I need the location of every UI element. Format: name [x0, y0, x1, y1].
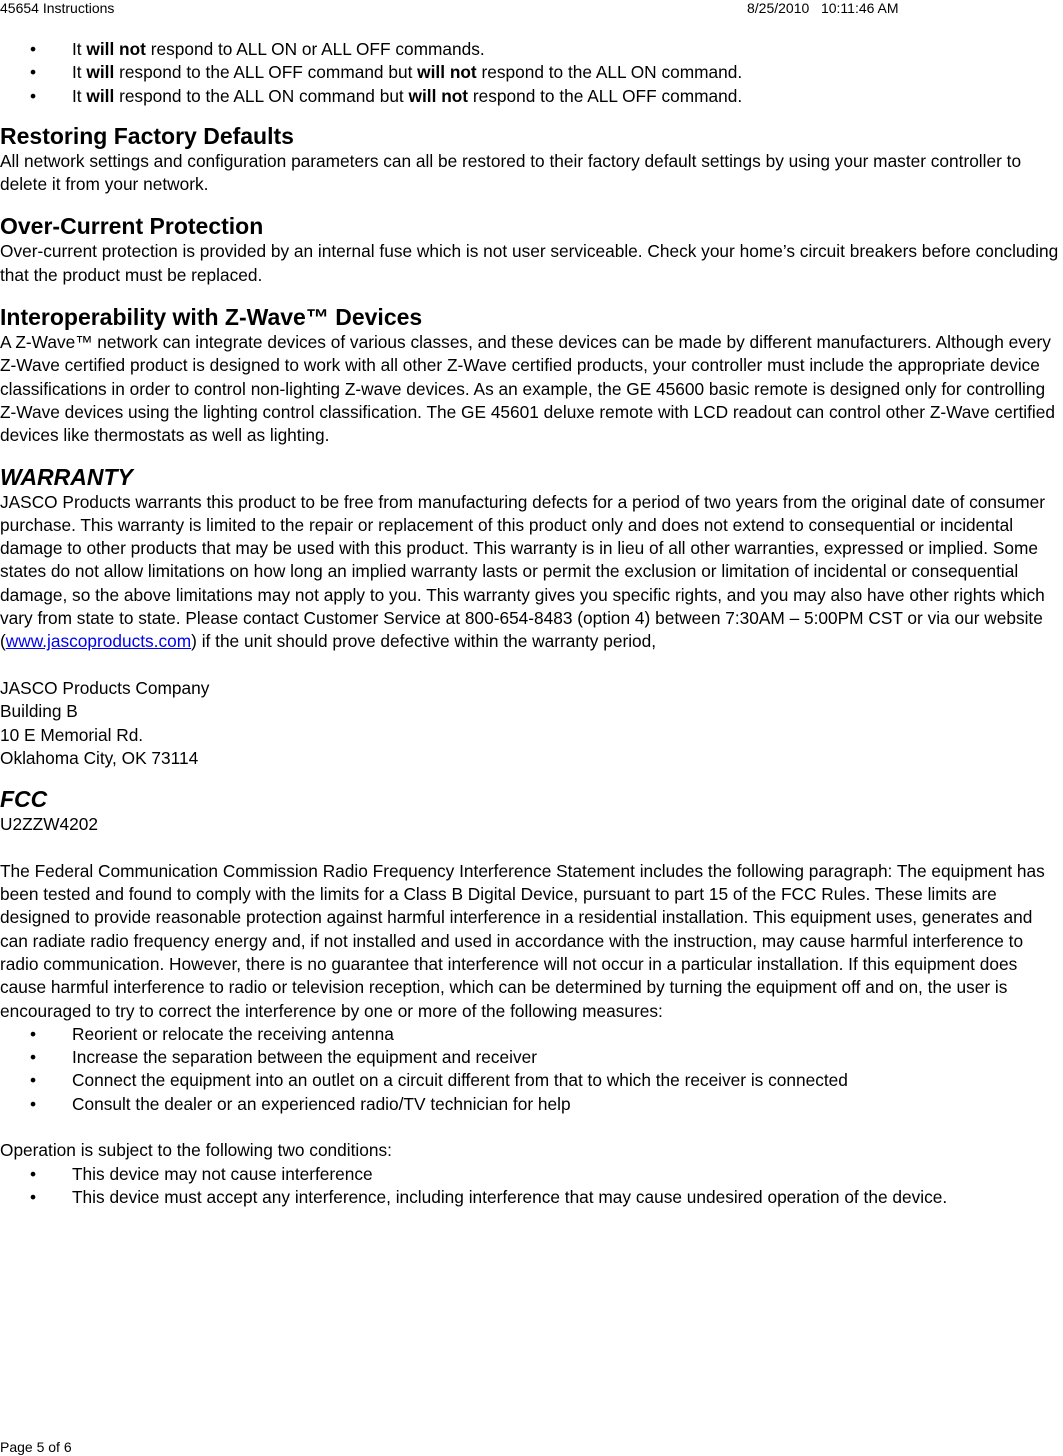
header-time: 10:11:46 AM — [820, 0, 899, 16]
header-date: 8/25/2010 — [747, 0, 810, 16]
list-item: • Increase the separation between the equipment and receiver — [0, 1046, 1063, 1069]
header-timestamp — [747, 0, 899, 16]
list-item: • This device must accept any interference, including interference that may cause undesired operation of the device. — [0, 1186, 1063, 1209]
list-item: • Reorient or relocate the receiving antenna — [0, 1023, 1063, 1046]
section-heading-overcurrent: Over-Current Protection — [0, 213, 264, 240]
fcc-measures-list — [0, 1023, 1063, 1116]
address-line: Oklahoma City, OK 73114 — [0, 747, 199, 768]
jasco-address — [0, 677, 1063, 770]
restoring-body: All network settings and configuration parameters can all be restored to their factory default settings by using your master controller to delete it from your network. — [0, 150, 1022, 195]
fcc-conditions-intro: Operation is subject to the following two conditions: — [0, 1140, 392, 1161]
list-item: • It will respond to the ALL OFF command but will not respond to the ALL ON command. — [0, 61, 1063, 84]
address-line: JASCO Products Company — [0, 677, 210, 698]
section-heading-interop: Interoperability with Z-Wave™ Devices — [0, 304, 423, 331]
fcc-id: U2ZZW4202 — [0, 814, 98, 835]
jasco-website-link[interactable]: www.jascoproducts.com — [5, 631, 192, 652]
warranty-body: JASCO Products warrants this product to be free from manufacturing defects for a period of two years from the original date of consumer purchase. This warranty is limited to the repair or replacement of this product only and does not extend to consequential or incidental damage to other products that may be used with this product. This warranty is in lieu of all other warranties, expressed or implied. Some states do not allow limitations on how long an implied warranty lasts or permit the exclusion or limitation of incidental or consequential damage, so the above limitations may not apply to you. This warranty gives you specific rights, and you may also have other rights which vary from state to state. Please contact Customer Service at 800-654-8483 (option 4) between 7:30AM – 5:00PM CST or via our website (www.jascoproducts.com) if the unit should prove defective within the warranty period, — [0, 491, 1046, 652]
main-content — [0, 38, 1063, 1209]
section-heading-restoring: Restoring Factory Defaults — [0, 122, 294, 149]
page-number: Page 5 of 6 — [0, 1439, 72, 1455]
list-item: • It will respond to the ALL ON command but will not respond to the ALL OFF command. — [0, 85, 1063, 108]
section-heading-warranty: WARRANTY — [0, 463, 133, 490]
list-item: • This device may not cause interference — [0, 1163, 1063, 1186]
fcc-statement: The Federal Communication Commission Radio Frequency Interference Statement includes the following paragraph: The equipment has been tested and found to comply with the limits for a Class B Digital Device, pursuant to part 15 of the FCC Rules. These limits are designed to provide reasonable protection against harmful interference in a residential installation. This equipment uses, generates and can radiate radio frequency energy and, if not installed and used in accordance with the instruction, may cause harmful interference to radio communication. However, there is no guarantee that interference will not occur in a particular installation. If this equipment does cause harmful interference to radio or television reception, which can be determined by turning the equipment off and on, the user is encouraged to try to correct the interference by one or more of the following measures: — [0, 860, 1045, 1021]
section-heading-fcc: FCC — [0, 786, 48, 813]
address-line: 10 E Memorial Rd. — [0, 724, 144, 745]
address-line: Building B — [0, 701, 78, 722]
overcurrent-body: Over-current protection is provided by an internal fuse which is not user serviceable. Check your home’s circuit breakers before concluding that the product must be replaced. — [0, 241, 1059, 285]
list-item: • It will not respond to ALL ON or ALL OFF commands. — [0, 38, 1063, 61]
list-item: • Consult the dealer or an experienced radio/TV technician for help — [0, 1093, 1063, 1116]
header-doc-id: 45654 Instructions — [0, 0, 115, 16]
interop-body: A Z-Wave™ network can integrate devices of various classes, and these devices can be made by different manufacturers. Although every Z-Wave certified product is designed to work with all other Z-Wave certified products, your controller must include the appropriate device classifications in order to control non-lighting Z-wave devices. As an example, the GE 45600 basic remote is designed only for controlling Z-Wave devices using the lighting control classification. The GE 45601 deluxe remote with LCD readout can control other Z-Wave certified devices like thermostats as well as lighting. — [0, 332, 1055, 446]
fcc-conditions-list — [0, 1163, 1063, 1210]
list-item: • Connect the equipment into an outlet on a circuit different from that to which the receiver is connected — [0, 1069, 1063, 1092]
intro-bullet-list — [0, 38, 1063, 108]
